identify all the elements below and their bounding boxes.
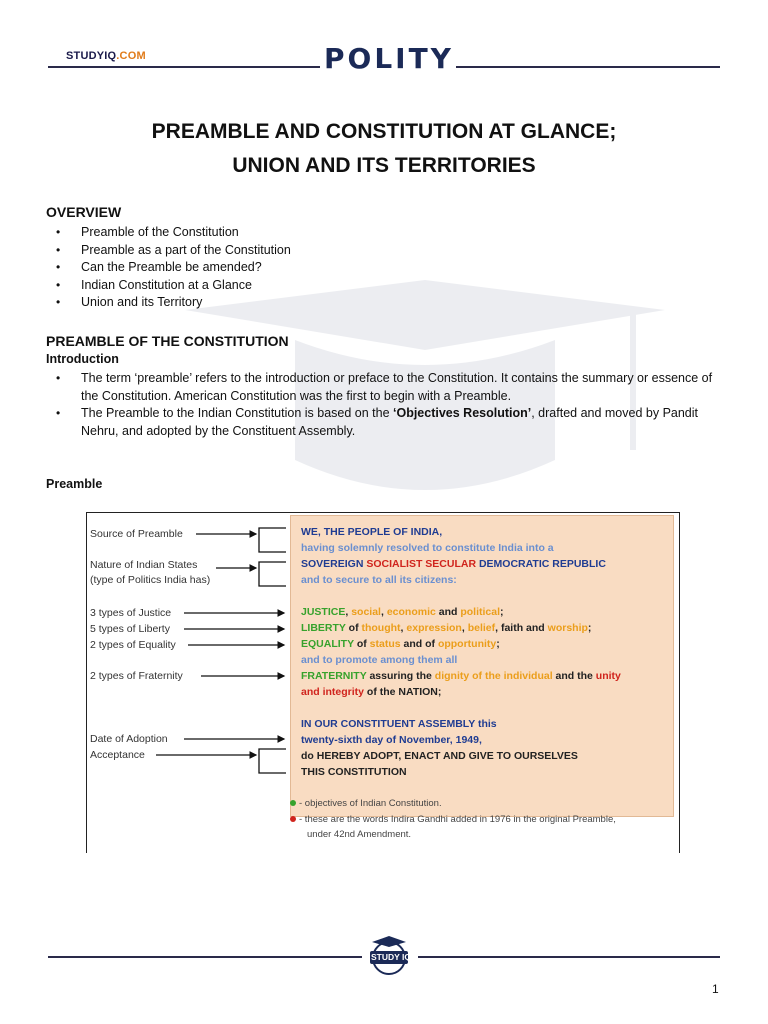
list-item: • Indian Constitution at a Glance	[46, 277, 291, 295]
overview-heading: OVERVIEW	[46, 204, 122, 220]
overview-list	[46, 224, 291, 312]
list-item: • The term ‘preamble’ refers to the introduction or preface to the Constitution. It contains the summary or essence of the Constitution. American Constitution was the first to begin with a Preamble.	[46, 370, 721, 405]
list-item: • Can the Preamble be amended?	[46, 259, 291, 277]
label-fraternity: 2 types of Fraternity	[90, 670, 183, 682]
footer-rule-left	[48, 956, 362, 958]
list-item: • The Preamble to the Indian Constitution is based on the ‘Objectives Resolution’, drafted and moved by Pandit Nehru, and adopted by the Constituent Assembly.	[46, 405, 721, 440]
figure-caption: Preamble	[46, 477, 103, 491]
preamble-text-box	[290, 515, 674, 817]
preamble-line: SOVEREIGN SOCIALIST SECULAR DEMOCRATIC REPUBLIC	[301, 558, 606, 570]
label-acceptance: Acceptance	[90, 749, 145, 761]
label-justice: 3 types of Justice	[90, 607, 172, 619]
preamble-line: EQUALITY of status and of opportunity;	[301, 638, 500, 650]
green-dot-icon	[290, 800, 296, 806]
legend-amendment-line2: under 42nd Amendment.	[307, 829, 412, 840]
arrows-overlay	[86, 512, 296, 792]
preamble-line: having solemnly resolved to constitute India into a	[301, 542, 554, 554]
header-rule-right	[456, 66, 720, 68]
preamble-line: and to promote among them all	[301, 654, 458, 666]
preamble-heading: PREAMBLE OF THE CONSTITUTION	[46, 333, 289, 349]
list-item: • Preamble as a part of the Constitution	[46, 242, 291, 260]
legend-objectives: - objectives of Indian Constitution.	[290, 798, 442, 809]
label-nature-sub: (type of Politics India has)	[90, 574, 211, 586]
preamble-line: LIBERTY of thought, expression, belief, faith and worship;	[301, 622, 592, 634]
page-title-line2: UNION AND ITS TERRITORIES	[232, 154, 536, 177]
label-date: Date of Adoption	[90, 733, 168, 745]
preamble-line: THIS CONSTITUTION	[301, 766, 407, 778]
list-item: • Preamble of the Constitution	[46, 224, 291, 242]
label-equality: 2 types of Equality	[90, 639, 176, 651]
header-title: POLITY	[324, 42, 454, 75]
preamble-line: IN OUR CONSTITUENT ASSEMBLY this	[301, 718, 497, 730]
introduction-list	[46, 370, 721, 440]
footer-rule-right	[418, 956, 720, 958]
preamble-line: FRATERNITY assuring the dignity of the individual and the unity	[301, 670, 621, 682]
label-source: Source of Preamble	[90, 528, 183, 540]
red-dot-icon	[290, 816, 296, 822]
label-nature: Nature of Indian States	[90, 559, 198, 571]
label-liberty: 5 types of Liberty	[90, 623, 170, 635]
preamble-line: WE, THE PEOPLE OF INDIA,	[301, 526, 443, 538]
footer-logo-text: STUDY IQ	[371, 952, 411, 962]
header-rule-left	[48, 66, 320, 68]
studyiq-logo: STUDYIQ.COM	[66, 50, 146, 62]
page-number: 1	[712, 982, 719, 996]
preamble-line: and integrity of the NATION;	[301, 686, 442, 698]
page-title-line1: PREAMBLE AND CONSTITUTION AT GLANCE;	[151, 120, 617, 143]
legend-amendment: - these are the words Indira Gandhi added in 1976 in the original Preamble,	[290, 814, 616, 825]
preamble-line: JUSTICE, social, economic and political;	[301, 606, 504, 618]
list-item: • Union and its Territory	[46, 294, 291, 312]
introduction-subheading: Introduction	[46, 352, 119, 366]
preamble-line: do HEREBY ADOPT, ENACT AND GIVE TO OURSELVES	[301, 750, 578, 762]
preamble-line: twenty-sixth day of November, 1949,	[301, 734, 482, 746]
preamble-line: and to secure to all its citizens:	[301, 574, 457, 586]
footer-logo	[364, 934, 414, 976]
